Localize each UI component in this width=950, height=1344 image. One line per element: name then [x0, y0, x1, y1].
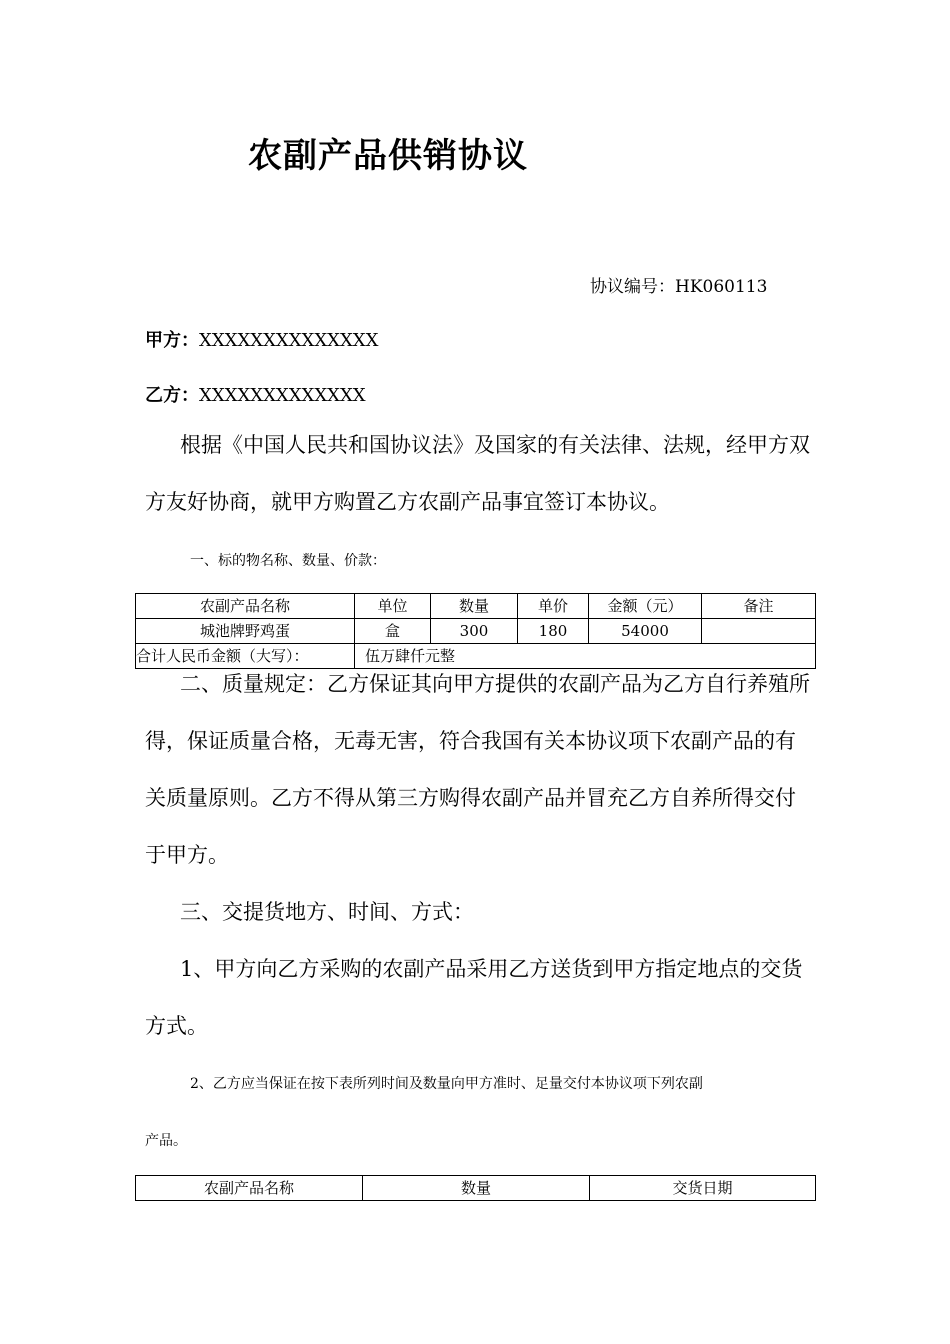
header-cell: 农副产品名称	[136, 594, 355, 619]
header-cell: 金额（元）	[589, 594, 702, 619]
section3-item2-line1: 2、乙方应当保证在按下表所列时间及数量向甲方准时、足量交付本协议项下列农副	[190, 1076, 703, 1092]
header-cell: 数量	[431, 594, 518, 619]
table-cell: 54000	[589, 619, 702, 644]
table-header-row	[136, 1176, 816, 1201]
total-value: 伍万肆仟元整	[355, 644, 816, 669]
table-cell	[702, 619, 816, 644]
document-title: 农副产品供销协议	[248, 136, 528, 176]
party-a	[145, 326, 378, 352]
total-label: 合计人民币金额（大写）：	[136, 644, 355, 669]
section3-heading: 三、交提货地方、时间、方式：	[180, 900, 474, 924]
table-cell: 城池牌野鸡蛋	[136, 619, 355, 644]
header-cell: 备注	[702, 594, 816, 619]
agreement-number: 协议编号：HK060113	[590, 277, 768, 297]
party-b	[145, 381, 366, 407]
party-b-label: 乙方：	[145, 385, 199, 406]
table-header-row	[136, 594, 816, 619]
table-cell: 300	[431, 619, 518, 644]
delivery-table	[135, 1175, 816, 1201]
header-cell: 农副产品名称	[136, 1176, 363, 1201]
header-cell: 数量	[363, 1176, 590, 1201]
section2-paragraph: 二、质量规定：乙方保证其向甲方提供的农副产品为乙方自行养殖所得，保证质量合格，无毒无害，符合我国有关本协议项下农副产品的有关质量原则。乙方不得从第三方购得农副产品并冒充乙方自养所得交付于甲方。	[145, 672, 810, 867]
party-a-label: 甲方：	[145, 330, 199, 351]
section3-item2-line2: 产品。	[145, 1133, 187, 1149]
party-a-value: XXXXXXXXXXXXXX	[199, 330, 379, 351]
header-cell: 交货日期	[590, 1176, 816, 1201]
header-cell: 单价	[518, 594, 589, 619]
table-row	[136, 619, 816, 644]
intro-paragraph: 根据《中国人民共和国协议法》及国家的有关法律、法规，经甲方双方友好协商，就甲方购置乙方农副产品事宜签订本协议。	[145, 433, 810, 514]
section1-heading: 一、标的物名称、数量、价款：	[190, 553, 386, 569]
party-b-value: XXXXXXXXXXXXX	[199, 385, 366, 406]
table-cell: 盒	[355, 619, 431, 644]
header-cell: 单位	[355, 594, 431, 619]
section3-item1: 1、甲方向乙方采购的农副产品采用乙方送货到甲方指定地点的交货方式。	[145, 957, 803, 1038]
table-cell: 180	[518, 619, 589, 644]
